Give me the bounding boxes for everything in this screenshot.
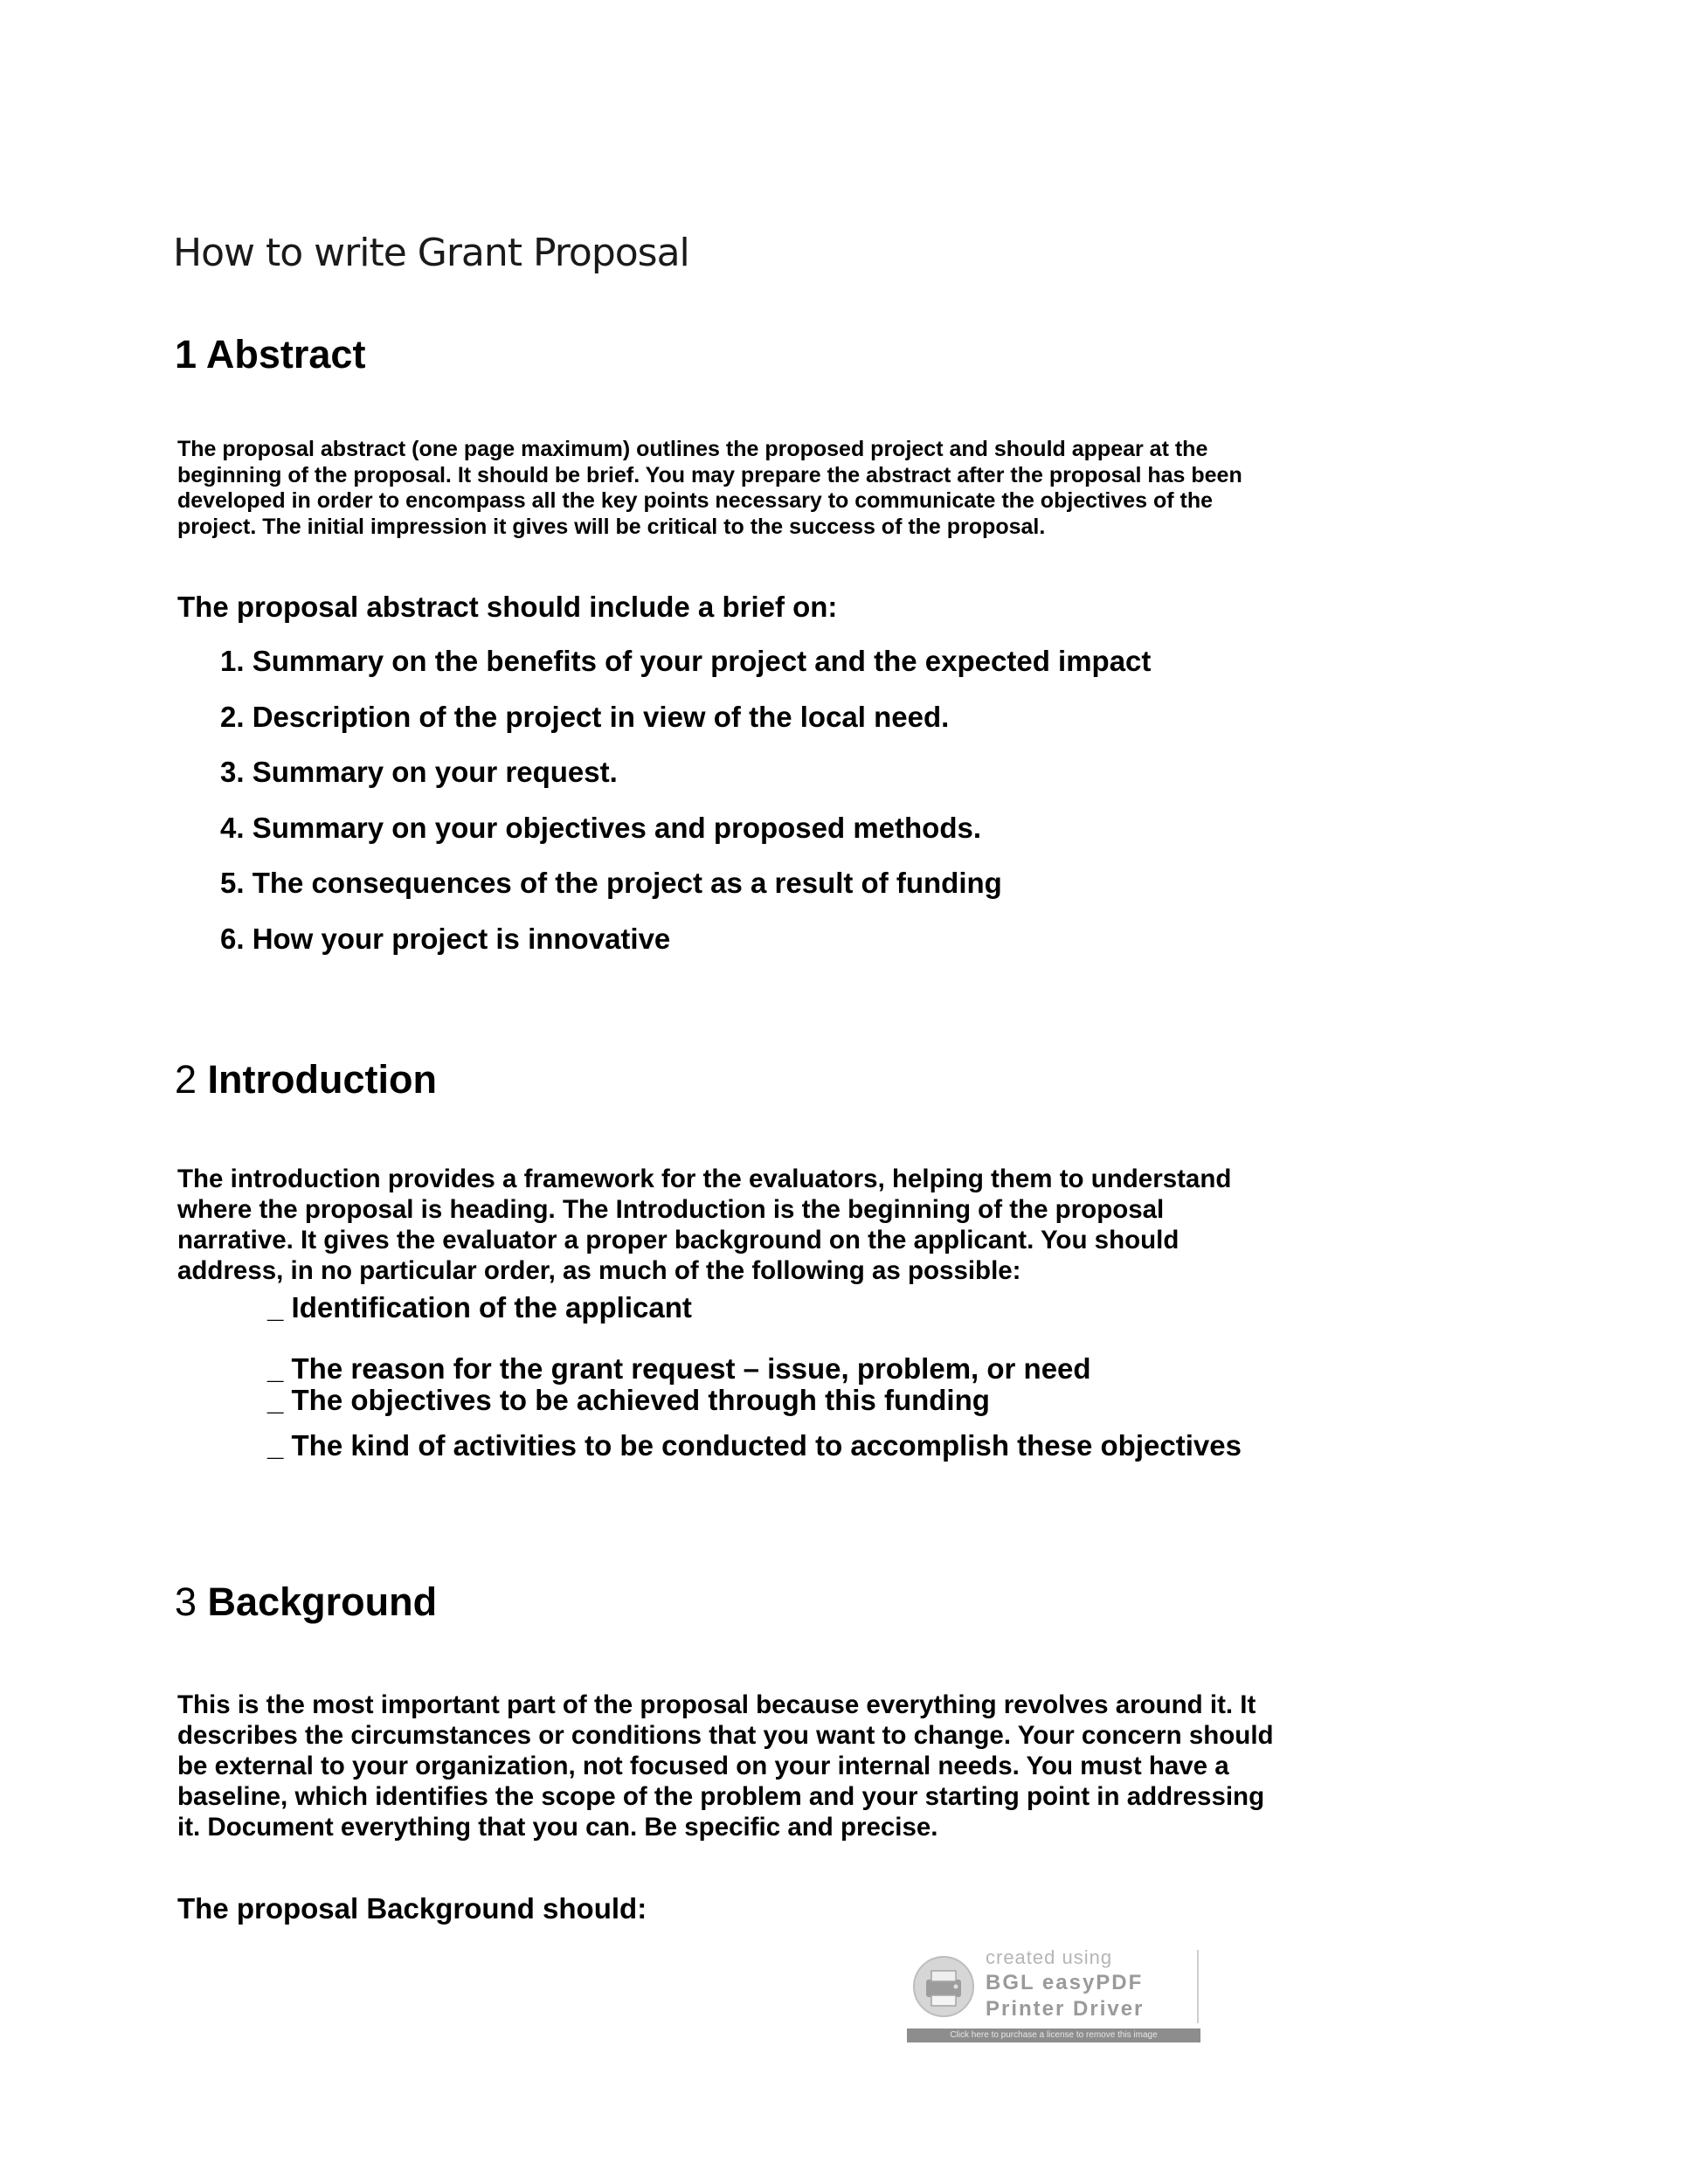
bullet-item: _ The objectives to be achieved through this funding [267,1384,990,1416]
section-title: Background [207,1579,438,1624]
watermark-license-link[interactable]: Click here to purchase a license to remove this image [907,2028,1200,2042]
list-item: 4. Summary on your objectives and proposed methods. [220,811,982,844]
introduction-paragraph: The introduction provides a framework for the evaluators, helping them to understand where the proposal is heading. The Introduction is the beginning of the proposal narrative. It gives the evaluator a proper background on the applicant. You should address, in no particular order, as much of the following as possible: [177,1165,1232,1285]
list-item: 5. The consequences of the project as a result of funding [220,867,1002,899]
section-number: 1 [175,332,197,377]
watermark-line-3: Printer Driver [986,1997,1145,2021]
watermark-line-1: created using [986,1946,1113,1968]
section-title: Introduction [207,1057,437,1102]
bullet-item: _ The kind of activities to be conducted to accomplish these objectives [267,1429,1242,1462]
section-heading-background [175,1579,437,1625]
bullet-item: _ Identification of the applicant [267,1291,692,1324]
list-item: 2. Description of the project in view of the local need. [220,700,950,733]
document-title: How to write Grant Proposal [173,231,689,275]
section-title: Abstract [205,332,366,377]
background-lead: The proposal Background should: [177,1892,647,1925]
section-heading-abstract [175,332,365,377]
list-item: 1. Summary on the benefits of your project and the expected impact [220,645,1152,677]
list-item: 3. Summary on your request. [220,756,618,788]
printer-logo-icon [910,1953,977,2020]
watermark-divider [1197,1950,1199,2023]
section-heading-introduction [175,1057,437,1102]
watermark-line-2: BGL easyPDF [986,1971,1144,1994]
abstract-paragraph: The proposal abstract (one page maximum) outlines the proposed project and should appear at the beginning of the proposal. It should be brief. You may prepare the abstract after the proposal has been developed in order to encompass all the key points necessary to communicate the objectives of the project. The initial impression it gives will be critical to the success of the proposal. [177,437,1242,539]
bullet-item: _ The reason for the grant request – issue, problem, or need [267,1352,1091,1385]
abstract-lead: The proposal abstract should include a brief on: [177,591,838,623]
background-paragraph: This is the most important part of the proposal because everything revolves around it. It describes the circumstances or conditions that you want to change. Your concern should be external to your organization, not focused on your internal needs. You must have a baseline, which identifies the scope of the problem and your starting point in addressing it. Document everything that you can. Be specific and precise. [177,1690,1274,1842]
section-number: 3 [175,1579,197,1624]
section-number: 2 [175,1057,197,1102]
abstract-list [220,645,1151,978]
list-item: 6. How your project is innovative [220,922,671,955]
